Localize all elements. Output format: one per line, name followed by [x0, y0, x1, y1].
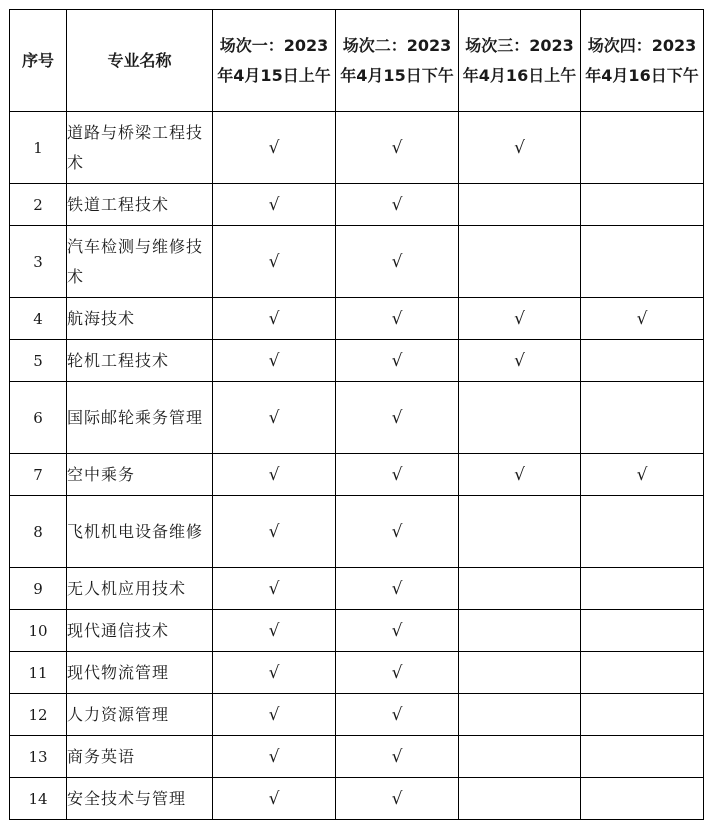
row-index: 10 — [10, 610, 67, 652]
row-index: 1 — [10, 112, 67, 184]
session-2-mark: √ — [336, 382, 459, 454]
session-1-mark: √ — [213, 454, 336, 496]
table-row — [10, 652, 704, 694]
session-4-mark — [581, 184, 704, 226]
session-3-mark — [459, 568, 581, 610]
session-1-mark: √ — [213, 226, 336, 298]
session-1-mark: √ — [213, 496, 336, 568]
header-session-3: 场次三：2023年4月16日上午 — [459, 10, 581, 112]
session-3-mark — [459, 736, 581, 778]
session-4-mark — [581, 568, 704, 610]
major-name: 飞机机电设备维修 — [67, 496, 213, 568]
table-row — [10, 112, 704, 184]
session-3-mark — [459, 610, 581, 652]
session-1-mark: √ — [213, 382, 336, 454]
major-name: 人力资源管理 — [67, 694, 213, 736]
session-4-mark — [581, 736, 704, 778]
major-name: 轮机工程技术 — [67, 340, 213, 382]
header-row — [10, 10, 704, 112]
table-row — [10, 496, 704, 568]
session-1-mark: √ — [213, 610, 336, 652]
session-3-mark — [459, 382, 581, 454]
session-4-mark — [581, 496, 704, 568]
table-row — [10, 736, 704, 778]
session-4-mark — [581, 694, 704, 736]
session-3-mark — [459, 652, 581, 694]
row-index: 13 — [10, 736, 67, 778]
session-3-mark: √ — [459, 340, 581, 382]
session-1-mark: √ — [213, 184, 336, 226]
row-index: 7 — [10, 454, 67, 496]
session-2-mark: √ — [336, 298, 459, 340]
session-2-mark: √ — [336, 226, 459, 298]
header-session-2: 场次二：2023年4月15日下午 — [336, 10, 459, 112]
session-2-mark: √ — [336, 112, 459, 184]
row-index: 3 — [10, 226, 67, 298]
session-2-mark: √ — [336, 454, 459, 496]
session-4-mark: √ — [581, 298, 704, 340]
session-3-mark — [459, 184, 581, 226]
row-index: 9 — [10, 568, 67, 610]
header-index: 序号 — [10, 10, 67, 112]
session-1-mark: √ — [213, 112, 336, 184]
row-index: 11 — [10, 652, 67, 694]
row-index: 8 — [10, 496, 67, 568]
session-2-mark: √ — [336, 778, 459, 820]
session-2-mark: √ — [336, 184, 459, 226]
row-index: 4 — [10, 298, 67, 340]
table-row — [10, 298, 704, 340]
session-2-mark: √ — [336, 652, 459, 694]
session-3-mark: √ — [459, 454, 581, 496]
major-name: 汽车检测与维修技术 — [67, 226, 213, 298]
session-2-mark: √ — [336, 610, 459, 652]
session-1-mark: √ — [213, 568, 336, 610]
major-name: 安全技术与管理 — [67, 778, 213, 820]
row-index: 14 — [10, 778, 67, 820]
row-index: 2 — [10, 184, 67, 226]
session-4-mark: √ — [581, 454, 704, 496]
session-2-mark: √ — [336, 568, 459, 610]
major-name: 铁道工程技术 — [67, 184, 213, 226]
header-session-1: 场次一：2023年4月15日上午 — [213, 10, 336, 112]
row-index: 6 — [10, 382, 67, 454]
session-1-mark: √ — [213, 736, 336, 778]
major-name: 现代物流管理 — [67, 652, 213, 694]
session-4-mark — [581, 226, 704, 298]
session-2-mark: √ — [336, 736, 459, 778]
table-row — [10, 778, 704, 820]
session-3-mark — [459, 694, 581, 736]
table-row — [10, 454, 704, 496]
major-name: 现代通信技术 — [67, 610, 213, 652]
table-row — [10, 610, 704, 652]
session-1-mark: √ — [213, 778, 336, 820]
major-name: 道路与桥梁工程技术 — [67, 112, 213, 184]
major-name: 国际邮轮乘务管理 — [67, 382, 213, 454]
session-1-mark: √ — [213, 652, 336, 694]
session-1-mark: √ — [213, 694, 336, 736]
header-major: 专业名称 — [67, 10, 213, 112]
session-2-mark: √ — [336, 340, 459, 382]
major-name: 无人机应用技术 — [67, 568, 213, 610]
session-4-mark — [581, 610, 704, 652]
session-4-mark — [581, 340, 704, 382]
row-index: 12 — [10, 694, 67, 736]
session-4-mark — [581, 112, 704, 184]
table-row — [10, 340, 704, 382]
session-3-mark: √ — [459, 112, 581, 184]
row-index: 5 — [10, 340, 67, 382]
session-2-mark: √ — [336, 496, 459, 568]
session-1-mark: √ — [213, 340, 336, 382]
table-row — [10, 226, 704, 298]
session-4-mark — [581, 652, 704, 694]
session-2-mark: √ — [336, 694, 459, 736]
exam-session-table — [9, 9, 704, 820]
session-4-mark — [581, 382, 704, 454]
major-name: 空中乘务 — [67, 454, 213, 496]
session-3-mark — [459, 778, 581, 820]
table-row — [10, 184, 704, 226]
session-4-mark — [581, 778, 704, 820]
major-name: 商务英语 — [67, 736, 213, 778]
session-3-mark — [459, 226, 581, 298]
session-1-mark: √ — [213, 298, 336, 340]
major-name: 航海技术 — [67, 298, 213, 340]
table-row — [10, 568, 704, 610]
table-row — [10, 382, 704, 454]
session-3-mark: √ — [459, 298, 581, 340]
session-3-mark — [459, 496, 581, 568]
header-session-4: 场次四：2023年4月16日下午 — [581, 10, 704, 112]
table-row — [10, 694, 704, 736]
